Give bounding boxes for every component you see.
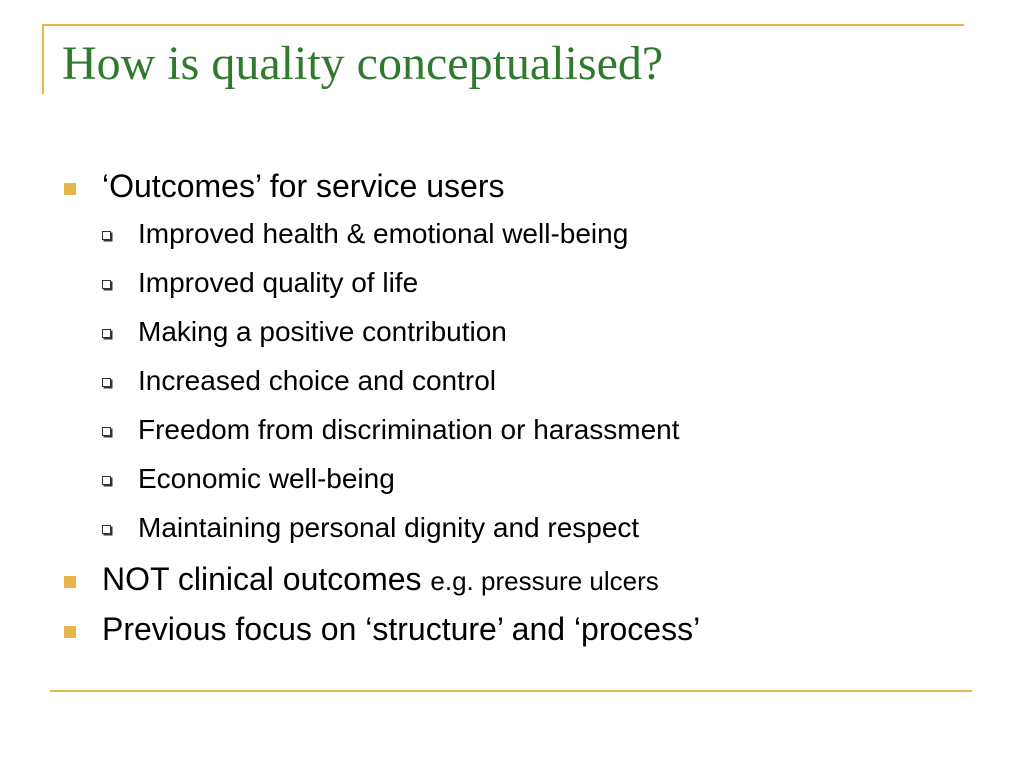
- bullet-not-clinical: [62, 559, 992, 599]
- sub-bullet: [62, 216, 992, 265]
- sub-bullet-text: Economic well-being: [138, 463, 395, 494]
- sub-bullet: [62, 265, 992, 314]
- square-bullet-icon: [64, 626, 76, 638]
- hollow-square-bullet-icon: [102, 231, 111, 240]
- bullet-outcomes: [62, 166, 992, 206]
- frame-left-rule: [42, 24, 44, 94]
- sub-bullet-text: Improved health & emotional well-being: [138, 218, 629, 249]
- square-bullet-icon: [64, 576, 76, 588]
- hollow-square-bullet-icon: [102, 525, 111, 534]
- sub-bullet: [62, 412, 992, 461]
- slide-title: How is quality conceptualised?: [62, 37, 664, 90]
- hollow-square-bullet-icon: [102, 378, 111, 387]
- frame-top-rule: [42, 24, 964, 26]
- bullet-example-text: e.g. pressure ulcers: [430, 566, 659, 596]
- sub-bullet-text: Maintaining personal dignity and respect: [138, 512, 640, 543]
- sub-bullet: [62, 314, 992, 363]
- hollow-square-bullet-icon: [102, 427, 111, 436]
- hollow-square-bullet-icon: [102, 476, 111, 485]
- square-bullet-icon: [64, 183, 76, 195]
- bullet-text: NOT clinical outcomes: [102, 561, 422, 597]
- bullet-list: [62, 166, 992, 649]
- hollow-square-bullet-icon: [102, 280, 111, 289]
- bullet-text: Previous focus on ‘structure’ and ‘process’: [102, 611, 701, 647]
- sub-bullet-text: Making a positive contribution: [138, 316, 507, 347]
- sub-bullet-text: Freedom from discrimination or harassment: [138, 414, 680, 445]
- frame-bottom-rule: [50, 690, 972, 692]
- sub-bullet-text: Improved quality of life: [138, 267, 419, 298]
- sub-bullet: [62, 510, 992, 559]
- sub-bullet-text: Increased choice and control: [138, 365, 496, 396]
- sub-bullet: [62, 363, 992, 412]
- bullet-previous-focus: [62, 609, 992, 649]
- bullet-text: ‘Outcomes’ for service users: [102, 168, 505, 204]
- sub-bullet: [62, 461, 992, 510]
- hollow-square-bullet-icon: [102, 329, 111, 338]
